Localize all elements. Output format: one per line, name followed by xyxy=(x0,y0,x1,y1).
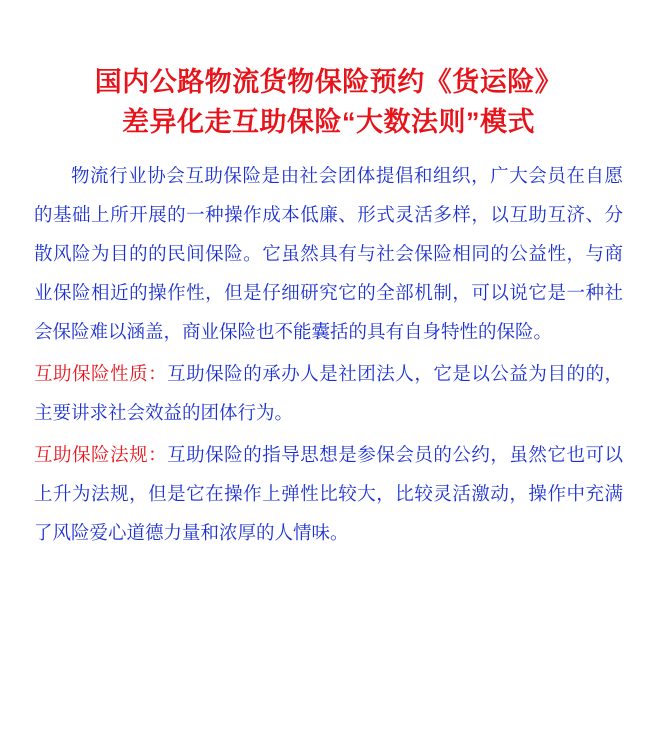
paragraph-regulation xyxy=(34,435,623,552)
paragraph-nature-text: 互助保险的承办人是社团法人，它是以公益为目的的，主要讲求社会效益的团体行为。 xyxy=(34,363,623,423)
page-title-line-2: 差异化走互助保险“大数法则”模式 xyxy=(122,107,535,137)
page-title xyxy=(34,62,623,142)
paragraph-intro-text: 物流行业协会互助保险是由社会团体提倡和组织，广大会员在自愿的基础上所开展的一种操作成本低廉、形式灵活多样，以互助互济、分散风险为目的的民间保险。它虽然具有与社会保险相同的公益性，与商业保险相近的操作性，但是仔细研究它的全部机制，可以说它是一种社会保险难以涵盖，商业保险也不能囊括的具有自身特性的保险。 xyxy=(34,165,623,342)
paragraph-nature xyxy=(34,354,623,432)
document-body xyxy=(34,156,623,552)
paragraph-nature-label: 互助保险性质： xyxy=(34,363,168,384)
page-title-line-1: 国内公路物流货物保险预约《货运险》 xyxy=(94,67,563,97)
paragraph-regulation-text: 互助保险的指导思想是参保会员的公约，虽然它也可以上升为法规，但是它在操作上弹性比较大，比较灵活激动，操作中充满了风险爱心道德力量和浓厚的人情味。 xyxy=(34,444,623,543)
paragraph-regulation-label: 互助保险法规： xyxy=(34,444,168,465)
paragraph-intro xyxy=(34,156,623,351)
